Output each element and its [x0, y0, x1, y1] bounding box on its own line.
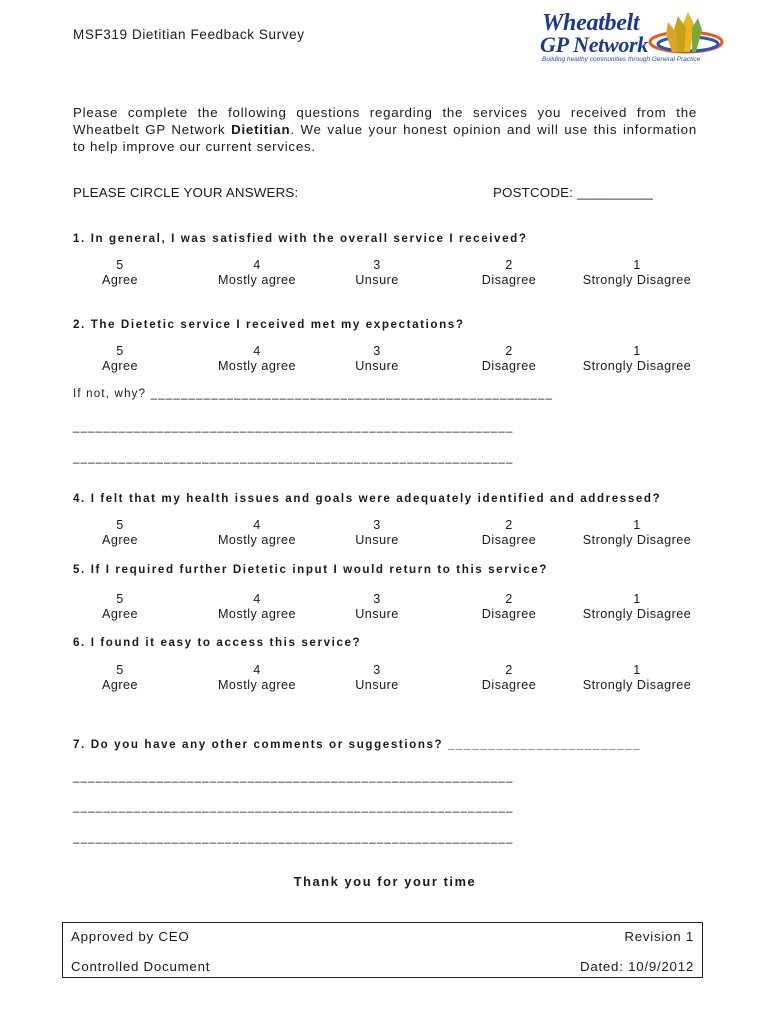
comment-line[interactable]: __________________________________________________________	[73, 832, 514, 844]
rating-value: 5	[116, 592, 124, 606]
rating-scale-q4[interactable]	[73, 518, 703, 550]
rating-value: 2	[505, 663, 513, 677]
rating-option-4[interactable]	[192, 258, 322, 288]
rating-scale-q2[interactable]	[73, 344, 703, 376]
rating-label: Unsure	[355, 678, 399, 692]
document-title: MSF319 Dietitian Feedback Survey	[73, 27, 305, 42]
rating-label: Unsure	[355, 359, 399, 373]
rating-label: Agree	[101, 607, 139, 621]
rating-value: 5	[116, 663, 124, 677]
rating-value: 2	[505, 592, 513, 606]
answer-line[interactable]: __________________________________________________________	[73, 452, 514, 464]
rating-value: 2	[505, 344, 513, 358]
rating-option-5[interactable]	[75, 663, 165, 693]
question-1: 1. In general, I was satisfied with the overall service I received?	[73, 232, 528, 245]
intro-text-2: . We value your honest opinion and will use this information to help improve our current services.	[73, 122, 697, 154]
intro-paragraph	[73, 104, 697, 155]
rating-option-2[interactable]	[459, 518, 559, 548]
rating-label: Mostly agree	[217, 607, 297, 621]
revision: Revision 1	[624, 929, 694, 944]
rating-value: 4	[253, 518, 261, 532]
rating-option-1[interactable]	[567, 344, 707, 374]
rating-label: Disagree	[481, 359, 537, 373]
rating-option-5[interactable]	[75, 344, 165, 374]
rating-label: Strongly Disagree	[582, 359, 692, 373]
rating-value: 4	[253, 344, 261, 358]
rating-value: 5	[116, 344, 124, 358]
logo-tagline: Building healthy communities through General Practice	[542, 56, 701, 63]
rating-label: Disagree	[481, 678, 537, 692]
rating-option-5[interactable]	[75, 592, 165, 622]
rating-value: 5	[116, 518, 124, 532]
logo-line-2: GP Network	[540, 32, 649, 57]
comment-line[interactable]: __________________________________________________________	[73, 771, 514, 783]
rating-option-1[interactable]	[567, 518, 707, 548]
rating-label: Strongly Disagree	[582, 678, 692, 692]
approved-by: Approved by CEO	[71, 929, 190, 944]
rating-label: Agree	[101, 359, 139, 373]
rating-label: Agree	[101, 678, 139, 692]
question-7[interactable]: 7. Do you have any other comments or suggestions? ________________________	[73, 738, 642, 751]
rating-label: Unsure	[355, 607, 399, 621]
question-6: 6. I found it easy to access this service?	[73, 636, 362, 649]
question-4: 4. I felt that my health issues and goals were adequately identified and addressed?	[73, 492, 662, 505]
intro-text-1: Please complete the following questions regarding the services you received from the Wheatbelt GP Network	[73, 105, 697, 137]
rating-option-2[interactable]	[459, 258, 559, 288]
rating-option-3[interactable]	[332, 663, 422, 693]
rating-label: Disagree	[481, 273, 537, 287]
rating-label: Strongly Disagree	[582, 273, 692, 287]
intro-bold: Dietitian	[231, 122, 291, 137]
document-control-box	[62, 922, 703, 978]
rating-label: Strongly Disagree	[582, 533, 692, 547]
rating-option-4[interactable]	[192, 518, 322, 548]
question-2: 2. The Dietetic service I received met my expectations?	[73, 318, 465, 331]
rating-option-2[interactable]	[459, 663, 559, 693]
comment-line[interactable]: __________________________________________________________	[73, 801, 514, 813]
rating-value: 3	[373, 663, 381, 677]
rating-value: 3	[373, 518, 381, 532]
rating-value: 5	[116, 258, 124, 272]
rating-label: Mostly agree	[217, 678, 297, 692]
rating-value: 1	[633, 258, 641, 272]
rating-option-2[interactable]	[459, 344, 559, 374]
rating-value: 1	[633, 344, 641, 358]
rating-label: Mostly agree	[217, 533, 297, 547]
rating-option-1[interactable]	[567, 663, 707, 693]
rating-value: 3	[373, 258, 381, 272]
rating-label: Strongly Disagree	[582, 607, 692, 621]
controlled-document: Controlled Document	[71, 959, 211, 974]
rating-label: Disagree	[481, 533, 537, 547]
rating-value: 4	[253, 258, 261, 272]
rating-value: 2	[505, 258, 513, 272]
rating-label: Disagree	[481, 607, 537, 621]
rating-value: 4	[253, 592, 261, 606]
rating-value: 1	[633, 592, 641, 606]
rating-label: Mostly agree	[217, 359, 297, 373]
wheat-logo-icon	[648, 8, 728, 64]
rating-value: 3	[373, 344, 381, 358]
rating-scale-q6[interactable]	[73, 663, 703, 695]
circle-instruction: PLEASE CIRCLE YOUR ANSWERS:	[73, 185, 299, 200]
rating-option-3[interactable]	[332, 592, 422, 622]
rating-value: 4	[253, 663, 261, 677]
rating-label: Unsure	[355, 273, 399, 287]
rating-label: Agree	[101, 533, 139, 547]
rating-option-5[interactable]	[75, 518, 165, 548]
rating-option-3[interactable]	[332, 518, 422, 548]
rating-value: 1	[633, 518, 641, 532]
rating-label: Agree	[101, 273, 139, 287]
rating-option-2[interactable]	[459, 592, 559, 622]
rating-option-5[interactable]	[75, 258, 165, 288]
date: Dated: 10/9/2012	[579, 959, 694, 974]
rating-option-1[interactable]	[567, 258, 707, 288]
rating-scale-q1[interactable]	[73, 258, 703, 290]
wheatbelt-gp-network-logo	[536, 8, 728, 70]
answer-line[interactable]: __________________________________________________________	[73, 421, 514, 433]
rating-label: Unsure	[355, 533, 399, 547]
rating-option-4[interactable]	[192, 592, 322, 622]
rating-option-4[interactable]	[192, 663, 322, 693]
rating-option-1[interactable]	[567, 592, 707, 622]
question-5: 5. If I required further Dietetic input I would return to this service?	[73, 563, 548, 576]
postcode-field[interactable]: POSTCODE: __________	[493, 185, 653, 200]
rating-option-3[interactable]	[332, 258, 422, 288]
rating-option-4[interactable]	[192, 344, 322, 374]
logo-line-1: Wheatbelt	[542, 10, 640, 36]
rating-option-3[interactable]	[332, 344, 422, 374]
rating-value: 1	[633, 663, 641, 677]
rating-value: 3	[373, 592, 381, 606]
thank-you-message: Thank you for your time	[293, 874, 477, 889]
rating-value: 2	[505, 518, 513, 532]
if-not-why-line[interactable]: If not, why? _____________________________________________________	[73, 388, 554, 400]
rating-scale-q5[interactable]	[73, 592, 703, 624]
rating-label: Mostly agree	[217, 273, 297, 287]
